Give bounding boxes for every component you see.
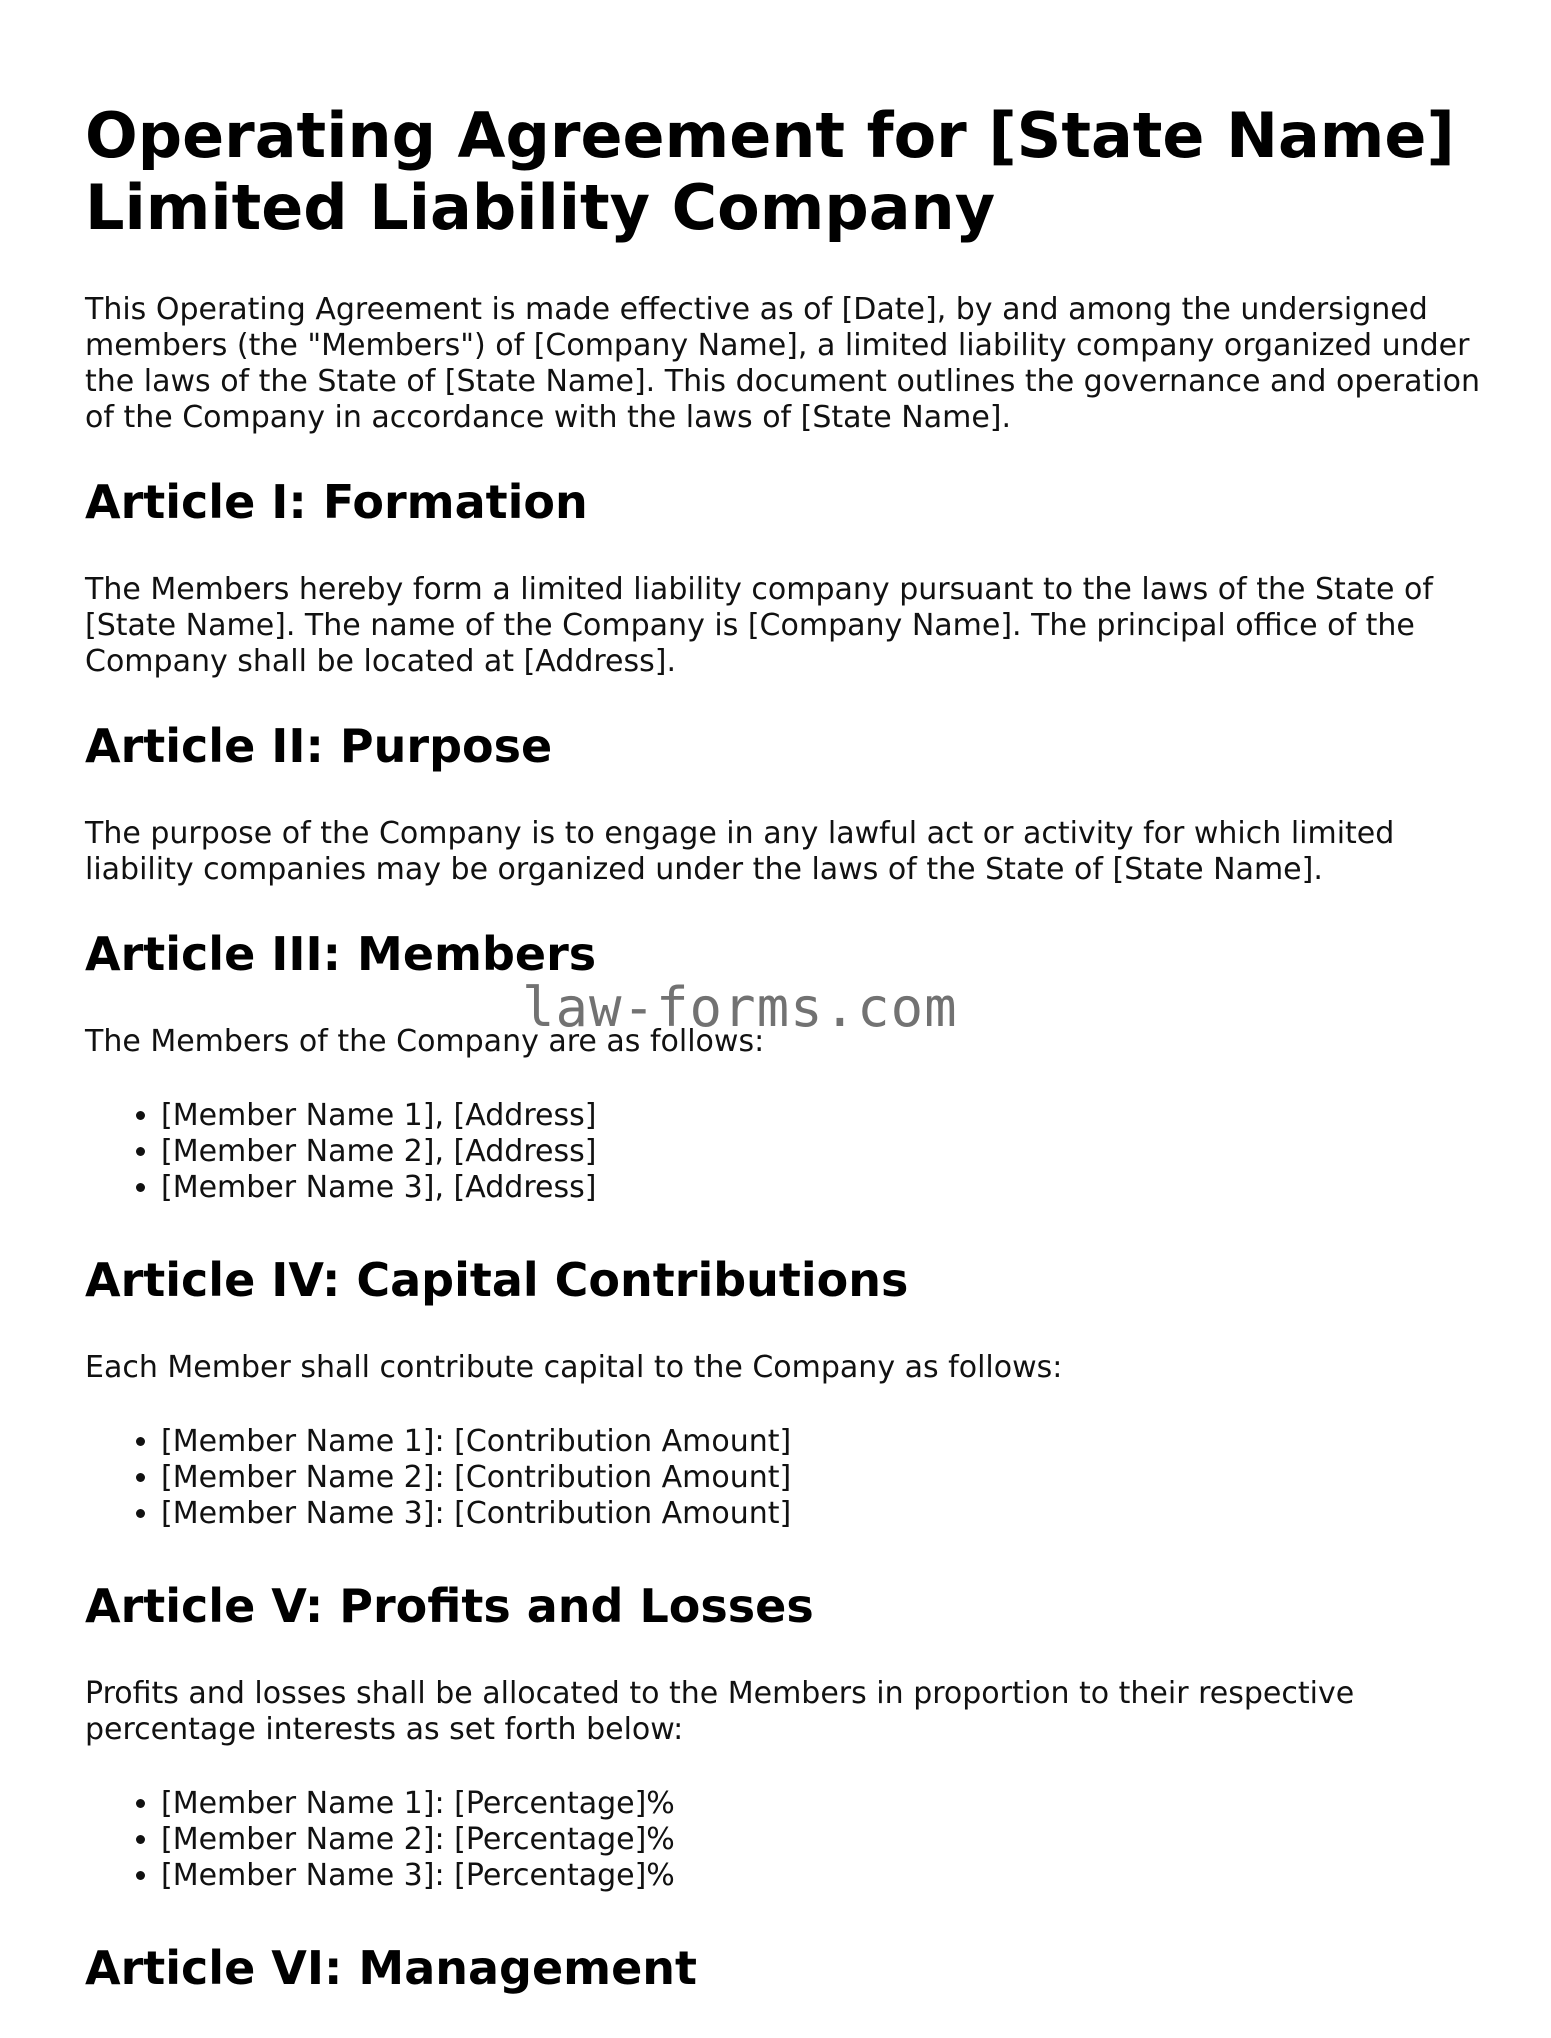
contributions-list: [85, 1424, 1485, 1532]
article-members: [85, 926, 1485, 1206]
list-item: • [Member Name 3]: [Percentage]%: [161, 1858, 1485, 1894]
article-heading: Article I: Formation: [85, 475, 588, 529]
list-item: • [Member Name 1]: [Percentage]%: [161, 1786, 1485, 1822]
list-item: • [Member Name 3], [Address]: [161, 1170, 1485, 1206]
document-page: [85, 100, 1485, 2038]
article-heading: Article VI: Management: [85, 1941, 698, 1995]
article-purpose: [85, 718, 1485, 888]
article-capital-contributions: [85, 1252, 1485, 1532]
article-formation: [85, 474, 1485, 680]
article-heading: Article II: Purpose: [85, 719, 553, 773]
list-item: • [Member Name 1], [Address]: [161, 1098, 1485, 1134]
list-item: • [Member Name 2]: [Percentage]%: [161, 1822, 1485, 1858]
list-item: • [Member Name 3]: [Contribution Amount]: [161, 1496, 1485, 1532]
watermark: law-forms.com: [522, 976, 958, 1039]
article-management: [85, 1940, 1485, 1996]
document-title: Operating Agreement for [State Name] Limited Liability Company: [85, 99, 1455, 244]
list-item: • [Member Name 2]: [Contribution Amount]: [161, 1460, 1485, 1496]
article-text: Profits and losses shall be allocated to the Members in proportion to their respective percentage interests as set forth below:: [85, 1676, 1355, 1747]
list-item: • [Member Name 1]: [Contribution Amount]: [161, 1424, 1485, 1460]
article-text: The Members of the Company are as follows:: [85, 1024, 765, 1059]
list-item: • [Member Name 2], [Address]: [161, 1134, 1485, 1170]
article-profits-losses: [85, 1578, 1485, 1894]
article-text: Each Member shall contribute capital to the Company as follows:: [85, 1350, 1063, 1385]
intro-paragraph: This Operating Agreement is made effective as of [Date], by and among the undersigned members (the "Members") of [Company Name], a limited liability company organized under the laws of the State of [State Name]. This document outlines the governance and operation of the Company in accordance with the laws of [State Name].: [85, 292, 1481, 435]
article-heading: Article III: Members: [85, 927, 597, 981]
percentages-list: [85, 1786, 1485, 1894]
article-text: The Members hereby form a limited liability company pursuant to the laws of the State of [State Name]. The name of the Company is [Company Name]. The principal office of the Company shall be located at [Address].: [85, 572, 1433, 679]
article-heading: Article V: Profits and Losses: [85, 1579, 814, 1633]
article-heading: Article IV: Capital Contributions: [85, 1253, 909, 1307]
article-text: The purpose of the Company is to engage in any lawful act or activity for which limited liability companies may be organized under the laws of the State of [State Name].: [85, 816, 1395, 887]
members-list: [85, 1098, 1485, 1206]
